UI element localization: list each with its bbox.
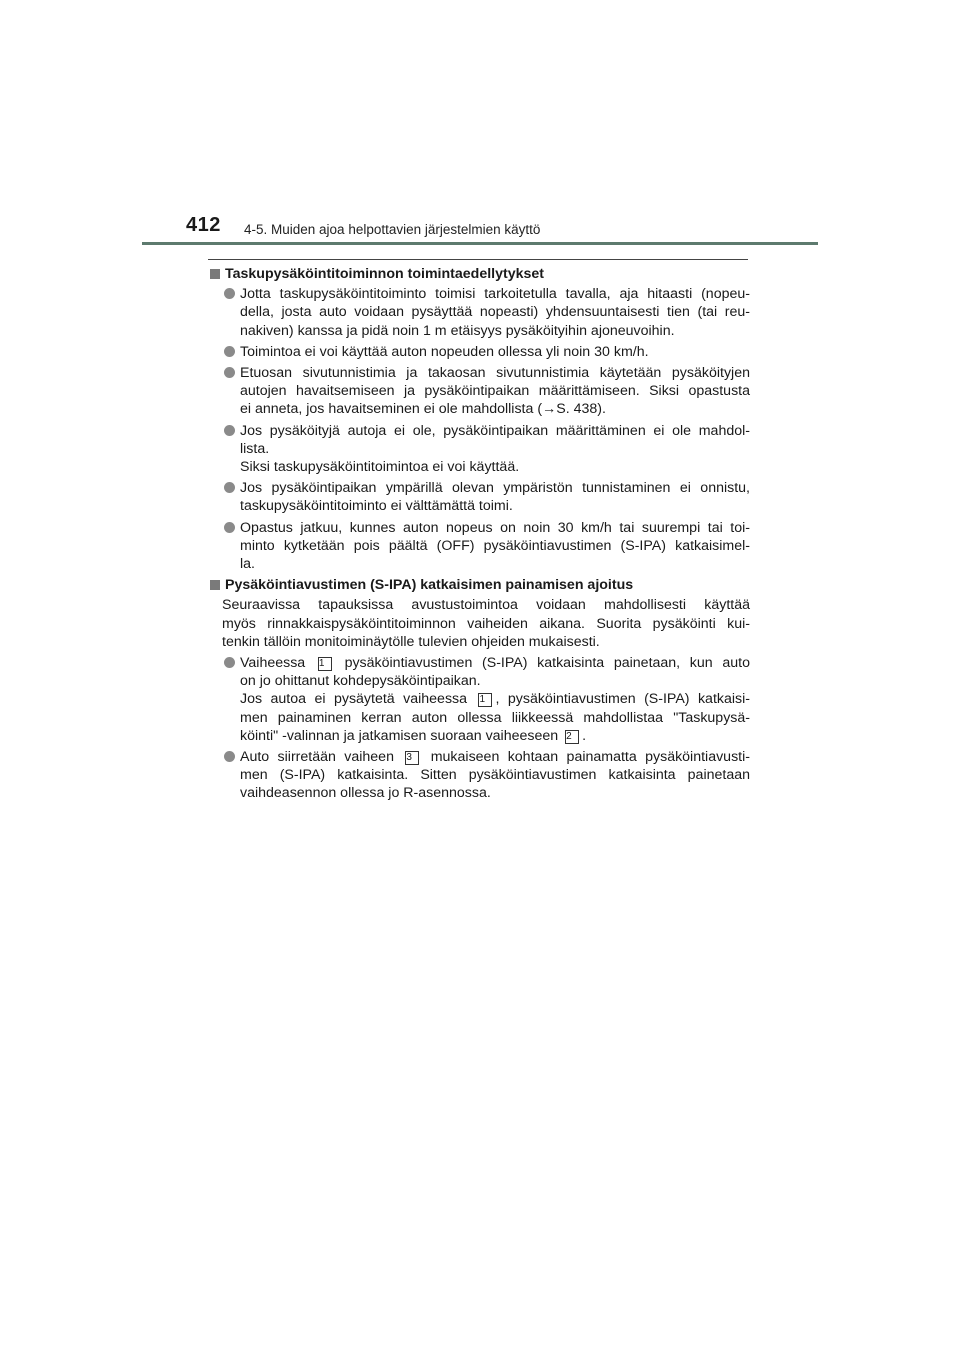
list-item: Vaiheessa 1 pysäköintiavustimen (S-IPA) katkaisinta painetaan, kun auto on jo ohittanut kohdepysäköintipaikan. Jos autoa ei pysäytetä vaiheessa 1 , pysäköintiavustimen (S-IPA) katkaisi- men painaminen kerran auton ollessa liikkeessä mahdollistaa "Taskupysä- köinti" -valinnan ja jatkamisen suoraan vaiheeseen 2 . bbox=[222, 654, 750, 745]
bullet-dot-icon bbox=[224, 346, 235, 357]
step-1-icon: 1 bbox=[318, 657, 332, 671]
section-heading: Pysäköintiavustimen (S-IPA) katkaisimen painamisen ajoitus bbox=[208, 576, 750, 594]
header-rule bbox=[142, 242, 818, 245]
page-number: 412 bbox=[186, 214, 221, 236]
list-item: Toimintoa ei voi käyttää auton nopeuden ollessa yli noin 30 km/h. bbox=[222, 343, 750, 361]
square-bullet-icon bbox=[210, 269, 220, 279]
bullet-dot-icon bbox=[224, 288, 235, 299]
square-bullet-icon bbox=[210, 580, 220, 590]
list-item: Jos pysäköintipaikan ympärillä olevan ympäristön tunnistaminen ei onnistu, taskupysäköintitoiminto ei välttämättä toimi. bbox=[222, 479, 750, 515]
list-item: Etuosan sivutunnistimia ja takaosan sivutunnistimia käytetään pysäköityjen autojen havaitsemiseen ja pysäköintipaikan määrittämiseen. Siksi opastusta ei anneta, jos havaitseminen ei ole mahdollista (→S. 438). bbox=[222, 364, 750, 419]
step-2-icon: 2 bbox=[565, 730, 579, 744]
bullet-dot-icon bbox=[224, 367, 235, 378]
list-item: Jotta taskupysäköintitoiminto toimisi tarkoitetulla tavalla, aja hitaasti (nopeu- della, josta auto voidaan pysäyttää nopeasti) yhdensuuntaisesti tien (tai reu- nakiven) kanssa ja pidä noin 1 m etäisyys pysäköityihin ajoneuvoihin. bbox=[222, 285, 750, 340]
section-title: 4-5. Muiden ajoa helpottavien järjestelmien käyttö bbox=[244, 222, 541, 237]
bullet-dot-icon bbox=[224, 425, 235, 436]
intro-paragraph: Seuraavissa tapauksissa avustustoimintoa voidaan mahdollisesti käyttää myös rinnakkaispysäköintitoiminnon vaiheiden aikana. Suorita pysäköinti kui- tenkin tällöin monitoiminäytölle tulevien ohjeiden mukaisesti. bbox=[222, 597, 750, 650]
bullet-dot-icon bbox=[224, 751, 235, 762]
section-heading: Taskupysäköintitoiminnon toimintaedellytykset bbox=[208, 265, 750, 283]
bullet-dot-icon bbox=[224, 482, 235, 493]
content bbox=[208, 265, 750, 806]
list-item: Jos pysäköityjä autoja ei ole, pysäköintipaikan määrittäminen ei ole mahdol- lista. Siksi taskupysäköintitoimintoa ei voi käyttää. bbox=[222, 422, 750, 477]
step-1-icon: 1 bbox=[478, 693, 492, 707]
step-3-icon: 3 bbox=[405, 751, 419, 765]
content-rule bbox=[208, 259, 748, 260]
bullet-dot-icon bbox=[224, 522, 235, 533]
list-item: Opastus jatkuu, kunnes auton nopeus on noin 30 km/h tai suurempi tai toi- minto kytketään pois päältä (OFF) pysäköintiavustimen (S-IPA) katkaisimel- la. bbox=[222, 519, 750, 574]
bullet-dot-icon bbox=[224, 657, 235, 668]
list-item: Auto siirretään vaiheen 3 mukaiseen kohtaan painamatta pysäköintiavusti- men (S-IPA) katkaisinta. Sitten pysäköintiavustimen katkaisinta painetaan vaihdeasennon ollessa jo R-asennossa. bbox=[222, 748, 750, 803]
